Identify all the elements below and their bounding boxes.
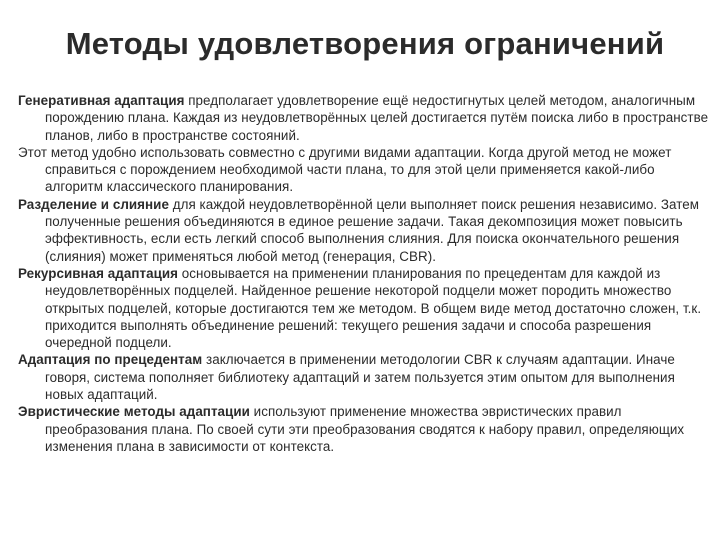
term-case-based-adaptation: Адаптация по прецедентам (18, 352, 203, 368)
page-title: Методы удовлетворения ограничений (65, 26, 665, 61)
paragraph-text: Этот метод удобно использовать совместно с другими видами адаптации. Когда другой метод не может справиться с порождением необходимой части плана, то для этой цели применяется какой-либо алгоритм классического планирования. (18, 144, 672, 195)
paragraph-text: используют применение множества эвристических правил преобразования плана. По своей сути эти преобразования сводятся к набору правил, определяющих изменения плана в зависимости от контекста. (45, 404, 685, 454)
paragraph-heuristic-adaptation (18, 403, 712, 455)
paragraph-text: для каждой неудовлетворённой цели выполняет поиск решения независимо. Затем полученные решения объединяются в единое решение задачи. Такая декомпозиция может повысить эффективность, если есть легкий способ выполнения слияния. Для поиска окончательного решения (слияния) может применяться любой метод (генерация, CBR). (45, 196, 700, 264)
slide-body (18, 92, 712, 455)
term-heuristic-adaptation: Эвристические методы адаптации (18, 404, 250, 420)
term-recursive-adaptation: Рекурсивная адаптация (18, 265, 178, 281)
paragraph-text: заключается в применении методологии CBR к случаям адаптации. Иначе говоря, система пополняет библиотеку адаптаций и затем пользуется этим опытом для выполнения новых адаптаций. (45, 352, 675, 403)
paragraph-generative-adaptation (18, 92, 712, 144)
term-generative-adaptation: Генеративная адаптация (18, 93, 185, 108)
paragraph-text: предполагает удовлетворение ещё недостигнутых целей методом, аналогичным порождению плана. Каждая из неудовлетворённых целей достигается путём поиска либо в пространстве планов, либо в пространстве состояний. (45, 93, 709, 143)
paragraph-case-based-adaptation (18, 351, 712, 403)
paragraph-split-and-merge (18, 196, 712, 265)
paragraph-recursive-adaptation (18, 265, 712, 351)
paragraph-text: основывается на применении планирования по прецедентам для каждой из неудовлетворённых подцелей. Найденное решение некоторой подцели может породить множество открытых подцелей, которые достигаются тем же методом. В общем виде метод достаточно сложен, т.к. приходится выполнять объединение решений: текущего решения задачи и способа разрешения очередной подцели. (45, 265, 702, 351)
paragraph-combined-usage (18, 144, 712, 196)
term-split-and-merge: Разделение и слияние (18, 196, 169, 212)
